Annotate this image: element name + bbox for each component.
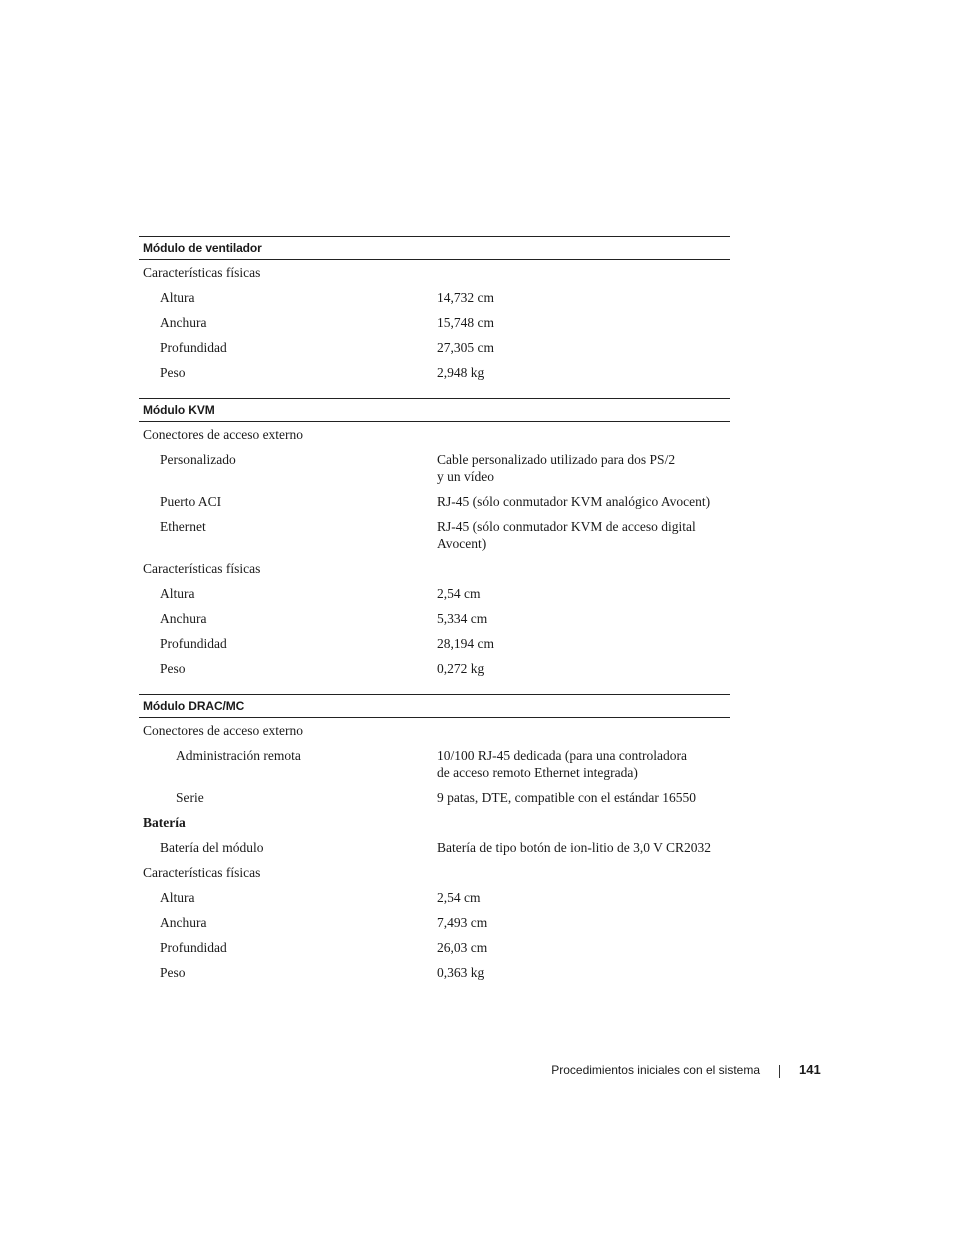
section-header: Módulo KVM [139, 398, 730, 422]
spec-value: 7,493 cm [437, 915, 488, 930]
spec-row [139, 310, 730, 335]
spec-section [139, 694, 730, 985]
spec-value: 2,54 cm [437, 890, 481, 905]
spec-row [139, 656, 730, 681]
spec-row [139, 935, 730, 960]
spec-row [139, 514, 730, 556]
spec-row [139, 835, 730, 860]
spec-row [139, 360, 730, 385]
spec-label: Puerto ACI [160, 494, 222, 509]
spec-label: Personalizado [160, 452, 236, 467]
spec-label: Administración remota [176, 748, 301, 763]
spec-value: Batería de tipo botón de ion-litio de 3,0 V CR2032 [437, 840, 711, 855]
group-title: Características físicas [143, 865, 261, 880]
group-title: Características físicas [143, 265, 261, 280]
group-title: Características físicas [143, 561, 261, 576]
spec-label: Profundidad [160, 636, 227, 651]
spec-label: Altura [160, 586, 195, 601]
spec-label: Serie [176, 790, 204, 805]
group-title: Batería [143, 815, 186, 830]
spec-value: Cable personalizado utilizado para dos PS/2 y un vídeo [437, 452, 676, 484]
section-header: Módulo de ventilador [139, 236, 730, 260]
spec-label: Anchura [160, 611, 207, 626]
spec-label: Peso [160, 661, 186, 676]
group-title: Conectores de acceso externo [143, 723, 304, 738]
spec-label: Anchura [160, 315, 207, 330]
spec-value: 2,948 kg [437, 365, 485, 380]
spec-row [139, 743, 730, 785]
spec-section [139, 236, 730, 385]
spec-row [139, 885, 730, 910]
spec-value: 15,748 cm [437, 315, 494, 330]
spec-value: 28,194 cm [437, 636, 494, 651]
section-header: Módulo DRAC/MC [139, 694, 730, 718]
spec-value: 14,732 cm [437, 290, 494, 305]
spec-value: 0,272 kg [437, 661, 485, 676]
spec-value: 10/100 RJ-45 dedicada (para una controladora de acceso remoto Ethernet integrada) [437, 748, 688, 780]
spec-label: Peso [160, 365, 186, 380]
page-footer [0, 1061, 954, 1081]
spec-value: RJ-45 (sólo conmutador KVM de acceso digital Avocent) [437, 519, 696, 551]
spec-row [139, 489, 730, 514]
page-number: 141 [799, 1062, 821, 1077]
spec-row [139, 910, 730, 935]
spec-row [139, 606, 730, 631]
spec-value: 0,363 kg [437, 965, 485, 980]
spec-row [139, 785, 730, 810]
spec-label: Altura [160, 890, 195, 905]
spec-value: 27,305 cm [437, 340, 494, 355]
spec-label: Batería del módulo [160, 840, 264, 855]
group-title: Conectores de acceso externo [143, 427, 304, 442]
spec-row [139, 447, 730, 489]
spec-label: Altura [160, 290, 195, 305]
spec-table [139, 236, 730, 985]
spec-label: Ethernet [160, 519, 206, 534]
footer-title: Procedimientos iniciales con el sistema [551, 1063, 760, 1077]
spec-row [139, 335, 730, 360]
spec-section [139, 398, 730, 681]
spec-label: Peso [160, 965, 186, 980]
spec-label: Profundidad [160, 940, 227, 955]
spec-row [139, 960, 730, 985]
spec-row [139, 631, 730, 656]
footer-separator [779, 1065, 780, 1078]
spec-row [139, 285, 730, 310]
spec-value: 26,03 cm [437, 940, 488, 955]
spec-value: 2,54 cm [437, 586, 481, 601]
spec-value: 5,334 cm [437, 611, 488, 626]
spec-row [139, 581, 730, 606]
spec-label: Anchura [160, 915, 207, 930]
spec-label: Profundidad [160, 340, 227, 355]
spec-value: 9 patas, DTE, compatible con el estándar 16550 [437, 790, 697, 805]
spec-value: RJ-45 (sólo conmutador KVM analógico Avocent) [437, 494, 711, 509]
